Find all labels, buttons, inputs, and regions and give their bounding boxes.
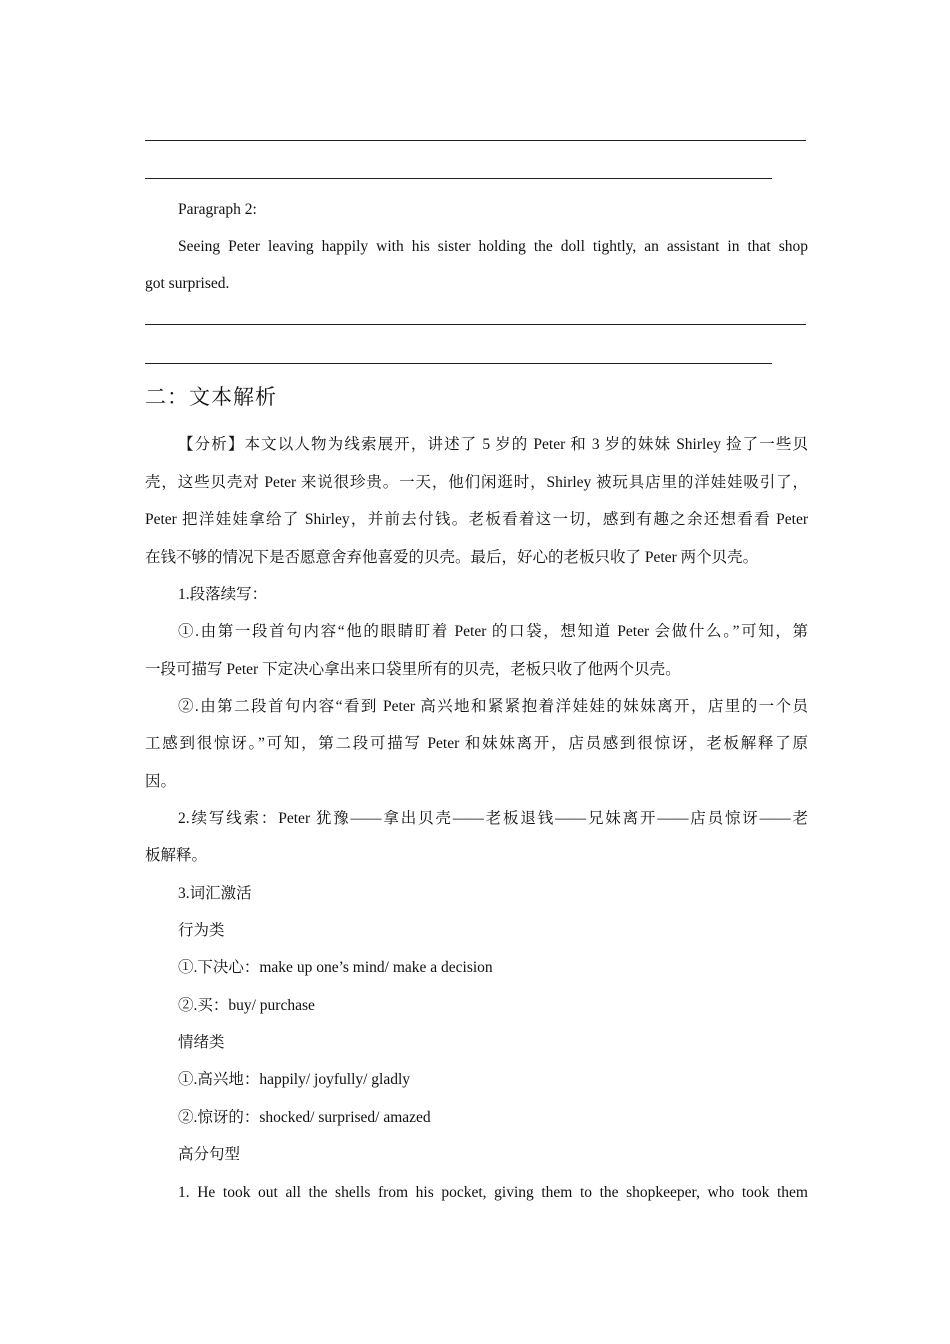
paragraph2-start-line: Seeing Peter leaving happily with his sister holding the doll tightly, an assistant in that shop bbox=[178, 238, 808, 255]
behavior-item: ①.下决心：make up one’s mind/ make a decision bbox=[178, 959, 493, 976]
section-heading: 二：文本解析 bbox=[145, 385, 277, 409]
writing-line bbox=[145, 363, 772, 364]
paragraph2-label: Paragraph 2: bbox=[178, 201, 257, 218]
behavior-title: 行为类 bbox=[178, 922, 225, 939]
writing-line bbox=[145, 324, 806, 325]
item3-title: 3.词汇激活 bbox=[178, 885, 252, 902]
item2-line: 2.续写线索：Peter 犹豫——拿出贝壳——老板退钱——兄妹离开——店员惊讶——老 bbox=[178, 810, 808, 827]
analysis-line: 在钱不够的情况下是否愿意舍弃他喜爱的贝壳。最后，好心的老板只收了 Peter 两个贝壳。 bbox=[145, 549, 759, 566]
item1-point1-line: ①.由第一段首句内容“他的眼睛盯着 Peter 的口袋，想知道 Peter 会做什么。”可知，第 bbox=[178, 623, 808, 640]
emotion-item: ①.高兴地：happily/ joyfully/ gladly bbox=[178, 1071, 411, 1088]
sentence-item: 1. He took out all the shells from his pocket, giving them to the shopkeeper, who took them bbox=[178, 1184, 808, 1201]
paragraph2-start-line: got surprised. bbox=[145, 275, 230, 292]
item2-line: 板解释。 bbox=[145, 847, 208, 864]
writing-line bbox=[145, 140, 806, 141]
emotion-title: 情绪类 bbox=[178, 1034, 225, 1051]
analysis-line: Peter 把洋娃娃拿给了 Shirley，并前去付钱。老板看着这一切，感到有趣之余还想看看 Peter bbox=[145, 511, 808, 528]
item1-point1-line: 一段可描写 Peter 下定决心拿出来口袋里所有的贝壳，老板只收了他两个贝壳。 bbox=[145, 661, 681, 678]
analysis-line: 【分析】本文以人物为线索展开，讲述了 5 岁的 Peter 和 3 岁的妹妹 Shirley 捡了一些贝 bbox=[178, 436, 808, 453]
emotion-item: ②.惊讶的：shocked/ surprised/ amazed bbox=[178, 1109, 431, 1126]
item1-point2-line: 工感到很惊讶。”可知，第二段可描写 Peter 和妹妹离开，店员感到很惊讶，老板解释了原 bbox=[145, 735, 808, 752]
sentence-title: 高分句型 bbox=[178, 1146, 241, 1163]
analysis-line: 壳，这些贝壳对 Peter 来说很珍贵。一天，他们闲逛时，Shirley 被玩具店里的洋娃娃吸引了， bbox=[145, 474, 808, 491]
writing-line bbox=[145, 178, 772, 179]
behavior-item: ②.买：buy/ purchase bbox=[178, 997, 315, 1014]
item1-point2-line: ②.由第二段首句内容“看到 Peter 高兴地和紧紧抱着洋娃娃的妹妹离开，店里的一个员 bbox=[178, 698, 808, 715]
item1-point2-line: 因。 bbox=[145, 773, 177, 790]
item1-title: 1.段落续写： bbox=[178, 586, 268, 603]
